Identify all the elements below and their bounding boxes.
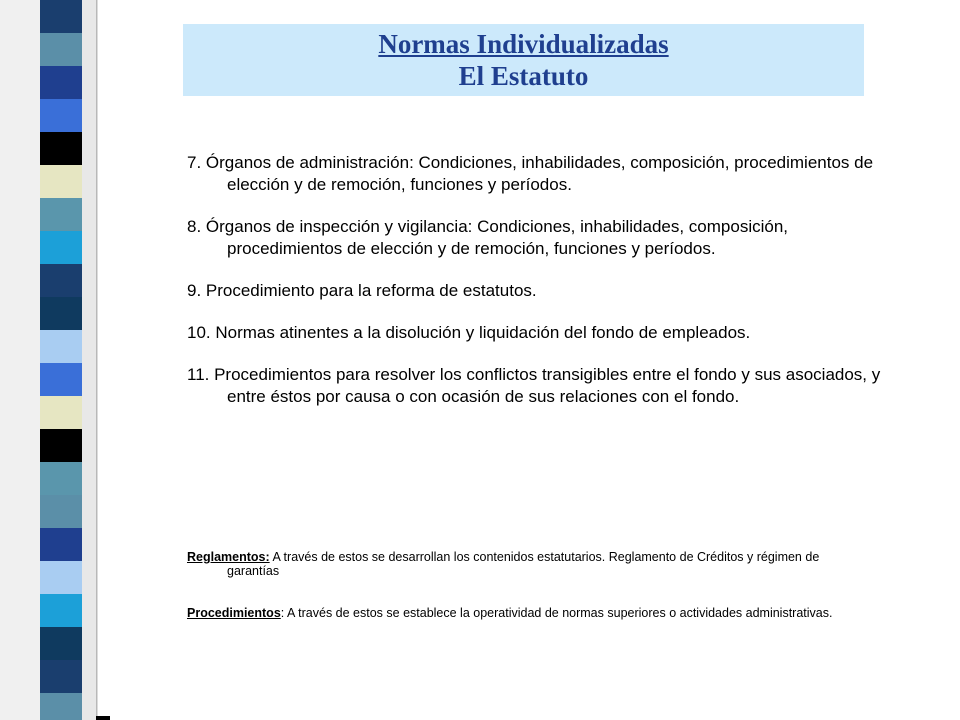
stripe-block xyxy=(40,462,82,495)
stripe-block xyxy=(40,594,82,627)
list-item: 10. Normas atinentes a la disolución y liquidación del fondo de empleados. xyxy=(187,323,751,342)
stripe-block xyxy=(40,264,82,297)
page-title: Normas Individualizadas xyxy=(378,29,669,59)
note-label: Reglamentos: xyxy=(187,550,270,564)
stripe-block xyxy=(40,528,82,561)
stripe-block xyxy=(40,165,82,198)
stripe-block xyxy=(40,693,82,720)
stripe-margin xyxy=(0,0,40,720)
stripe-block xyxy=(40,627,82,660)
stripe-block xyxy=(40,330,82,363)
notes-section xyxy=(187,550,847,648)
note-text: A través de estos se desarrollan los contenidos estatutarios. Reglamento de Créditos y régimen de garantías xyxy=(227,550,820,578)
stripe-block xyxy=(40,198,82,231)
stripe-block xyxy=(40,660,82,693)
stripe-block xyxy=(40,99,82,132)
decorative-stripe-bar xyxy=(0,0,110,720)
stripe-block xyxy=(40,363,82,396)
stripe-block xyxy=(40,396,82,429)
note-text: : A través de estos se establece la operatividad de normas superiores o actividades administrativas. xyxy=(280,606,833,620)
page-subtitle: El Estatuto xyxy=(458,61,589,91)
stripe-block xyxy=(40,561,82,594)
list-item: 7. Órganos de administración: Condiciones, inhabilidades, composición, procedimientos de elección y de remoción, funciones y períodos. xyxy=(187,153,874,194)
stripe-block xyxy=(40,132,82,165)
stripe-block xyxy=(40,297,82,330)
list-item: 8. Órganos de inspección y vigilancia: Condiciones, inhabilidades, composición, procedimientos de elección y de remoción, funciones y períodos. xyxy=(187,217,789,258)
list-item: 11. Procedimientos para resolver los conflictos transigibles entre el fondo y sus asociados, y entre éstos por causa o con ocasión de sus relaciones con el fondo. xyxy=(187,365,881,406)
stripe-block xyxy=(40,66,82,99)
stripe-block xyxy=(40,231,82,264)
title-banner xyxy=(183,24,864,96)
stripe-block xyxy=(40,429,82,462)
list-item: 9. Procedimiento para la reforma de estatutos. xyxy=(187,281,537,300)
stripe-block xyxy=(40,0,82,33)
statute-items-list xyxy=(187,152,887,428)
note-label: Procedimientos xyxy=(187,606,281,620)
stripe-block xyxy=(40,495,82,528)
stripe-block xyxy=(40,33,82,66)
note-reglamentos xyxy=(187,550,847,578)
note-procedimientos xyxy=(187,606,847,620)
